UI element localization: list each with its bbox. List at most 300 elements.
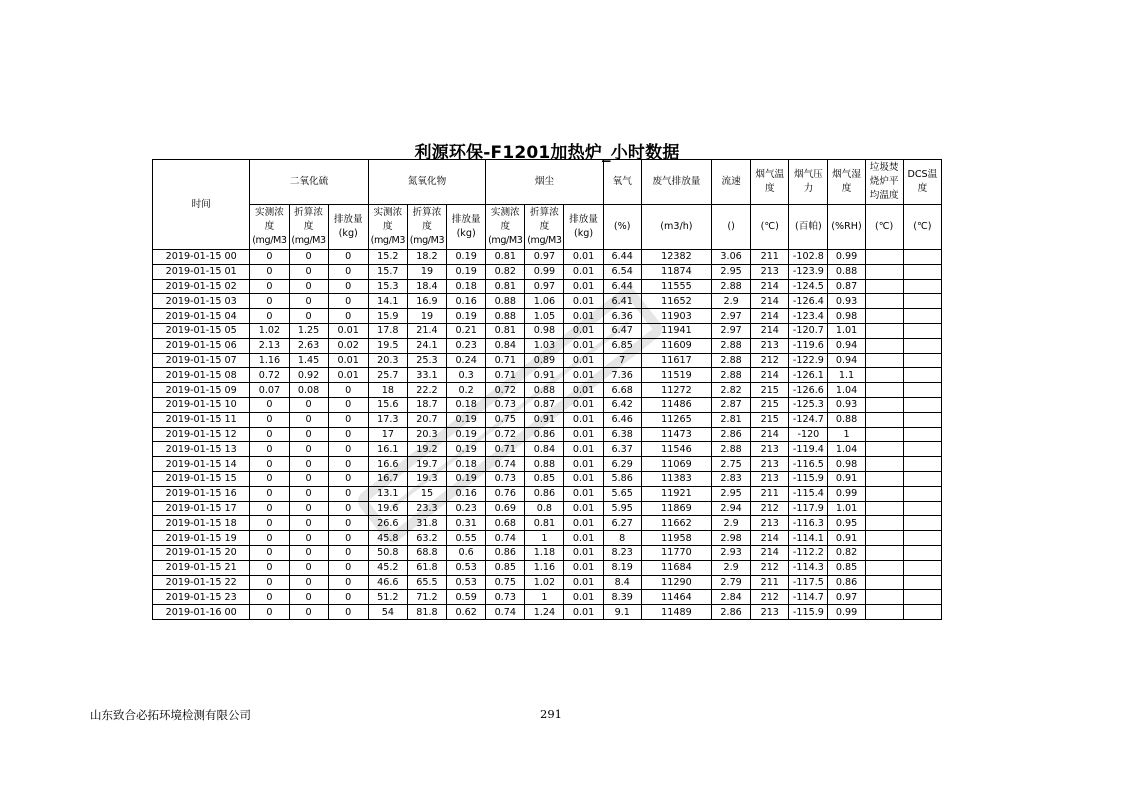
table-row — [153, 486, 942, 501]
value-cell: 1.06 — [525, 294, 564, 309]
value-cell — [903, 323, 941, 338]
subheader-so2-converted: 折算浓度 (mg/M3 — [289, 205, 328, 250]
value-cell — [903, 338, 941, 353]
value-cell: 8.4 — [603, 575, 641, 590]
value-cell: 0.6 — [447, 545, 486, 560]
value-cell: 25.7 — [368, 368, 407, 383]
value-cell — [865, 516, 903, 531]
unit-flue-humidity: (%RH) — [828, 205, 865, 250]
value-cell: 0.01 — [564, 486, 603, 501]
value-cell: 19 — [407, 309, 446, 324]
value-cell: 0 — [289, 250, 328, 265]
value-cell: 0.97 — [525, 279, 564, 294]
value-cell: 214 — [751, 309, 789, 324]
value-cell: 215 — [751, 397, 789, 412]
value-cell — [865, 397, 903, 412]
table-row — [153, 383, 942, 398]
value-cell: 11290 — [641, 575, 711, 590]
value-cell: 0.84 — [486, 338, 525, 353]
time-cell: 2019-01-16 00 — [153, 605, 250, 620]
value-cell: 0 — [328, 412, 368, 427]
value-cell: -126.4 — [789, 294, 828, 309]
value-cell: 213 — [751, 605, 789, 620]
value-cell: 0.19 — [447, 427, 486, 442]
table-row — [153, 397, 942, 412]
value-cell: 7.36 — [603, 368, 641, 383]
value-cell: 1.01 — [828, 501, 865, 516]
time-cell: 2019-01-15 01 — [153, 264, 250, 279]
value-cell: 0.81 — [486, 250, 525, 265]
value-cell — [865, 575, 903, 590]
value-cell: 2.97 — [712, 309, 751, 324]
table-row — [153, 590, 942, 605]
value-cell: 11617 — [641, 353, 711, 368]
value-cell: 0.99 — [525, 264, 564, 279]
value-cell: -117.9 — [789, 501, 828, 516]
value-cell: 215 — [751, 412, 789, 427]
value-cell: 19.6 — [368, 501, 407, 516]
value-cell: 25.3 — [407, 353, 446, 368]
value-cell: 18 — [368, 383, 407, 398]
value-cell: 11464 — [641, 590, 711, 605]
value-cell: 212 — [751, 501, 789, 516]
value-cell: 6.38 — [603, 427, 641, 442]
value-cell — [865, 590, 903, 605]
value-cell: 0.86 — [525, 427, 564, 442]
value-cell: 0 — [328, 294, 368, 309]
value-cell: 0.69 — [486, 501, 525, 516]
value-cell: 0 — [289, 486, 328, 501]
value-cell: 51.2 — [368, 590, 407, 605]
value-cell: 0 — [289, 531, 328, 546]
value-cell: 212 — [751, 353, 789, 368]
value-cell: -119.4 — [789, 442, 828, 457]
value-cell: 0 — [289, 412, 328, 427]
value-cell: 0.86 — [828, 575, 865, 590]
value-cell: 0.3 — [447, 368, 486, 383]
value-cell — [865, 486, 903, 501]
value-cell — [903, 264, 941, 279]
value-cell: -126.1 — [789, 368, 828, 383]
value-cell: 0 — [289, 309, 328, 324]
value-cell: 13.1 — [368, 486, 407, 501]
table-body — [153, 250, 942, 620]
value-cell: 2.9 — [712, 516, 751, 531]
value-cell — [903, 353, 941, 368]
subheader-dust-emission: 排放量 (kg) — [564, 205, 603, 250]
value-cell: 11662 — [641, 516, 711, 531]
value-cell: 1.45 — [289, 353, 328, 368]
value-cell: 215 — [751, 383, 789, 398]
value-cell: 50.8 — [368, 545, 407, 560]
value-cell: 0.01 — [564, 427, 603, 442]
value-cell: 0.98 — [828, 457, 865, 472]
value-cell: 45.8 — [368, 531, 407, 546]
time-cell: 2019-01-15 19 — [153, 531, 250, 546]
value-cell: 0.08 — [289, 383, 328, 398]
value-cell: 0 — [250, 279, 289, 294]
footer-company: 山东致合必拓环境检测有限公司 — [90, 708, 251, 722]
value-cell — [865, 323, 903, 338]
value-cell: 0 — [250, 501, 289, 516]
value-cell: 211 — [751, 575, 789, 590]
table-row — [153, 457, 942, 472]
value-cell: 0.81 — [486, 279, 525, 294]
table-row — [153, 427, 942, 442]
value-cell: 0.97 — [828, 590, 865, 605]
value-cell: 1.02 — [250, 323, 289, 338]
value-cell: 1 — [525, 531, 564, 546]
value-cell: 11941 — [641, 323, 711, 338]
value-cell: -124.7 — [789, 412, 828, 427]
value-cell: 2.9 — [712, 560, 751, 575]
value-cell: 0 — [250, 412, 289, 427]
value-cell: 0 — [289, 427, 328, 442]
value-cell: 0.92 — [289, 368, 328, 383]
value-cell: 3.06 — [712, 250, 751, 265]
value-cell: 0 — [328, 531, 368, 546]
value-cell: 214 — [751, 279, 789, 294]
value-cell: 0 — [250, 457, 289, 472]
value-cell: 2.95 — [712, 264, 751, 279]
value-cell: 18.2 — [407, 250, 446, 265]
value-cell — [903, 471, 941, 486]
time-cell: 2019-01-15 13 — [153, 442, 250, 457]
value-cell: -115.9 — [789, 605, 828, 620]
value-cell: 24.1 — [407, 338, 446, 353]
value-cell: 0.01 — [564, 353, 603, 368]
value-cell: 213 — [751, 471, 789, 486]
time-cell: 2019-01-15 14 — [153, 457, 250, 472]
value-cell: 5.95 — [603, 501, 641, 516]
value-cell: 0 — [328, 264, 368, 279]
value-cell: 11958 — [641, 531, 711, 546]
value-cell: 0.85 — [486, 560, 525, 575]
value-cell: 0 — [289, 397, 328, 412]
value-cell: 6.37 — [603, 442, 641, 457]
value-cell: 0.73 — [486, 590, 525, 605]
value-cell: 0.01 — [564, 323, 603, 338]
value-cell: 0 — [328, 457, 368, 472]
value-cell: 18.7 — [407, 397, 446, 412]
value-cell: 0.86 — [525, 486, 564, 501]
table-row — [153, 279, 942, 294]
value-cell: 0.71 — [486, 442, 525, 457]
value-cell — [865, 605, 903, 620]
value-cell: 0.01 — [564, 250, 603, 265]
value-cell — [865, 427, 903, 442]
value-cell: 214 — [751, 368, 789, 383]
value-cell: 0 — [328, 250, 368, 265]
value-cell: 0.72 — [250, 368, 289, 383]
value-cell: 11903 — [641, 309, 711, 324]
value-cell: 0.01 — [564, 560, 603, 575]
value-cell: 0.18 — [447, 279, 486, 294]
value-cell: -119.6 — [789, 338, 828, 353]
value-cell: 9.1 — [603, 605, 641, 620]
value-cell: 0.01 — [328, 353, 368, 368]
subheader-so2-measured: 实测浓度 (mg/M3 — [250, 205, 289, 250]
value-cell: 33.1 — [407, 368, 446, 383]
value-cell: 0.91 — [828, 531, 865, 546]
value-cell: 68.8 — [407, 545, 446, 560]
value-cell: 0 — [328, 501, 368, 516]
value-cell — [865, 545, 903, 560]
value-cell: 21.4 — [407, 323, 446, 338]
value-cell: 0 — [250, 471, 289, 486]
header-dust: 烟尘 — [486, 160, 603, 205]
value-cell: 2.13 — [250, 338, 289, 353]
time-cell: 2019-01-15 10 — [153, 397, 250, 412]
value-cell — [865, 560, 903, 575]
value-cell: 11869 — [641, 501, 711, 516]
value-cell: 0.62 — [447, 605, 486, 620]
value-cell: 0.01 — [564, 412, 603, 427]
value-cell: 0.01 — [328, 323, 368, 338]
value-cell: 2.86 — [712, 427, 751, 442]
value-cell: -102.8 — [789, 250, 828, 265]
header-nox: 氮氧化物 — [368, 160, 485, 205]
value-cell: 0 — [328, 279, 368, 294]
value-cell: 0.81 — [525, 516, 564, 531]
time-cell: 2019-01-15 21 — [153, 560, 250, 575]
value-cell: 71.2 — [407, 590, 446, 605]
value-cell — [903, 427, 941, 442]
value-cell: 16.1 — [368, 442, 407, 457]
value-cell: 2.93 — [712, 545, 751, 560]
value-cell: 11272 — [641, 383, 711, 398]
value-cell: 2.63 — [289, 338, 328, 353]
value-cell: 0.74 — [486, 457, 525, 472]
value-cell: 0.94 — [828, 353, 865, 368]
value-cell: 19.7 — [407, 457, 446, 472]
header-oxygen: 氧气 — [603, 160, 641, 205]
value-cell: 0.99 — [828, 250, 865, 265]
value-cell: 11555 — [641, 279, 711, 294]
value-cell: 63.2 — [407, 531, 446, 546]
value-cell: 0.01 — [564, 605, 603, 620]
time-cell: 2019-01-15 07 — [153, 353, 250, 368]
header-so2: 二氧化硫 — [250, 160, 368, 205]
value-cell: 6.29 — [603, 457, 641, 472]
value-cell: 0.55 — [447, 531, 486, 546]
value-cell: 81.8 — [407, 605, 446, 620]
value-cell: 1.01 — [828, 323, 865, 338]
value-cell: 0.76 — [486, 486, 525, 501]
value-cell: 0.85 — [525, 471, 564, 486]
time-cell: 2019-01-15 11 — [153, 412, 250, 427]
value-cell: 12382 — [641, 250, 711, 265]
table-row — [153, 516, 942, 531]
value-cell — [865, 279, 903, 294]
value-cell: 0 — [289, 279, 328, 294]
value-cell: 0 — [250, 516, 289, 531]
value-cell — [903, 486, 941, 501]
value-cell: 20.3 — [368, 353, 407, 368]
hourly-data-table — [152, 159, 942, 620]
header-flue-temp: 烟气温度 — [751, 160, 789, 205]
value-cell: 2.88 — [712, 442, 751, 457]
value-cell: 0.01 — [564, 397, 603, 412]
value-cell: 15.7 — [368, 264, 407, 279]
value-cell: 0.01 — [564, 294, 603, 309]
value-cell: 11652 — [641, 294, 711, 309]
value-cell — [865, 457, 903, 472]
time-cell: 2019-01-15 04 — [153, 309, 250, 324]
value-cell: 26.6 — [368, 516, 407, 531]
table-row — [153, 250, 942, 265]
value-cell: 0 — [250, 250, 289, 265]
value-cell: 11489 — [641, 605, 711, 620]
table-row — [153, 501, 942, 516]
value-cell: 0 — [289, 545, 328, 560]
value-cell: 17 — [368, 427, 407, 442]
value-cell: 0 — [250, 309, 289, 324]
value-cell: 22.2 — [407, 383, 446, 398]
value-cell: 0 — [328, 590, 368, 605]
value-cell: -120.7 — [789, 323, 828, 338]
header-flue-pressure: 烟气压力 — [789, 160, 828, 205]
value-cell: 0 — [328, 383, 368, 398]
value-cell — [903, 575, 941, 590]
value-cell: 31.8 — [407, 516, 446, 531]
value-cell: 0 — [328, 486, 368, 501]
value-cell: 212 — [751, 590, 789, 605]
unit-incinerator-temp: (℃) — [865, 205, 903, 250]
value-cell — [903, 309, 941, 324]
value-cell: 0 — [289, 575, 328, 590]
value-cell: 0 — [250, 486, 289, 501]
value-cell: 6.36 — [603, 309, 641, 324]
value-cell: 0.23 — [447, 338, 486, 353]
value-cell: 2.86 — [712, 605, 751, 620]
value-cell: 0.87 — [828, 279, 865, 294]
header-incinerator-temp: 垃圾焚烧炉平均温度 — [865, 160, 903, 205]
value-cell: 11921 — [641, 486, 711, 501]
value-cell: 0.53 — [447, 575, 486, 590]
value-cell: 0 — [250, 575, 289, 590]
value-cell: 0.91 — [525, 412, 564, 427]
value-cell: 6.41 — [603, 294, 641, 309]
value-cell: 46.6 — [368, 575, 407, 590]
value-cell: 0.84 — [525, 442, 564, 457]
value-cell — [903, 279, 941, 294]
value-cell: 0 — [328, 545, 368, 560]
value-cell: 214 — [751, 323, 789, 338]
value-cell: 0.73 — [486, 397, 525, 412]
value-cell: 15.6 — [368, 397, 407, 412]
time-cell: 2019-01-15 00 — [153, 250, 250, 265]
value-cell: 214 — [751, 545, 789, 560]
value-cell: -123.4 — [789, 309, 828, 324]
value-cell: 214 — [751, 294, 789, 309]
header-time: 时间 — [153, 160, 250, 250]
time-cell: 2019-01-15 03 — [153, 294, 250, 309]
value-cell: 11546 — [641, 442, 711, 457]
value-cell: 11473 — [641, 427, 711, 442]
value-cell: 7 — [603, 353, 641, 368]
value-cell: 0.01 — [564, 368, 603, 383]
value-cell: -116.5 — [789, 457, 828, 472]
value-cell: 0 — [328, 575, 368, 590]
value-cell: 0.68 — [486, 516, 525, 531]
value-cell — [865, 264, 903, 279]
value-cell — [865, 531, 903, 546]
value-cell: 213 — [751, 264, 789, 279]
value-cell: 0.01 — [564, 383, 603, 398]
value-cell: 1.1 — [828, 368, 865, 383]
value-cell: 0.01 — [564, 516, 603, 531]
value-cell: 1 — [828, 427, 865, 442]
value-cell: 0.01 — [564, 531, 603, 546]
time-cell: 2019-01-15 17 — [153, 501, 250, 516]
value-cell: 0.16 — [447, 294, 486, 309]
value-cell: 0.88 — [828, 264, 865, 279]
table-row — [153, 309, 942, 324]
value-cell: 211 — [751, 250, 789, 265]
value-cell: 213 — [751, 516, 789, 531]
value-cell: -126.6 — [789, 383, 828, 398]
time-cell: 2019-01-15 05 — [153, 323, 250, 338]
value-cell: 11383 — [641, 471, 711, 486]
value-cell: 0.01 — [564, 309, 603, 324]
value-cell: 0.19 — [447, 309, 486, 324]
value-cell: 0.01 — [564, 501, 603, 516]
table-row — [153, 412, 942, 427]
value-cell: 0 — [289, 605, 328, 620]
value-cell: 2.88 — [712, 338, 751, 353]
value-cell: 2.95 — [712, 486, 751, 501]
value-cell: 0.31 — [447, 516, 486, 531]
value-cell: 0.97 — [525, 250, 564, 265]
value-cell: 6.27 — [603, 516, 641, 531]
value-cell: 17.3 — [368, 412, 407, 427]
value-cell — [903, 457, 941, 472]
value-cell: 0.88 — [525, 383, 564, 398]
value-cell: 0.01 — [564, 545, 603, 560]
value-cell: 0.88 — [525, 457, 564, 472]
value-cell: 8 — [603, 531, 641, 546]
value-cell: 0.94 — [828, 338, 865, 353]
value-cell — [865, 250, 903, 265]
value-cell: -116.3 — [789, 516, 828, 531]
value-cell: 6.85 — [603, 338, 641, 353]
value-cell: 15 — [407, 486, 446, 501]
value-cell — [865, 368, 903, 383]
value-cell: 0.93 — [828, 294, 865, 309]
table-row — [153, 442, 942, 457]
time-cell: 2019-01-15 08 — [153, 368, 250, 383]
value-cell: 0.86 — [486, 545, 525, 560]
value-cell: 8.39 — [603, 590, 641, 605]
value-cell: 0.19 — [447, 442, 486, 457]
value-cell: 0.01 — [564, 590, 603, 605]
table-row — [153, 294, 942, 309]
value-cell: 8.23 — [603, 545, 641, 560]
value-cell — [865, 383, 903, 398]
document-title: 利源环保-F1201加热炉_小时数据 — [414, 143, 680, 163]
value-cell: 1.05 — [525, 309, 564, 324]
value-cell: 11265 — [641, 412, 711, 427]
value-cell: 0 — [289, 560, 328, 575]
value-cell — [865, 294, 903, 309]
value-cell: 11519 — [641, 368, 711, 383]
value-cell: 2.82 — [712, 383, 751, 398]
value-cell: 5.86 — [603, 471, 641, 486]
value-cell: 2.9 — [712, 294, 751, 309]
subheader-nox-measured: 实测浓度 (mg/M3 — [368, 205, 407, 250]
value-cell: 11069 — [641, 457, 711, 472]
